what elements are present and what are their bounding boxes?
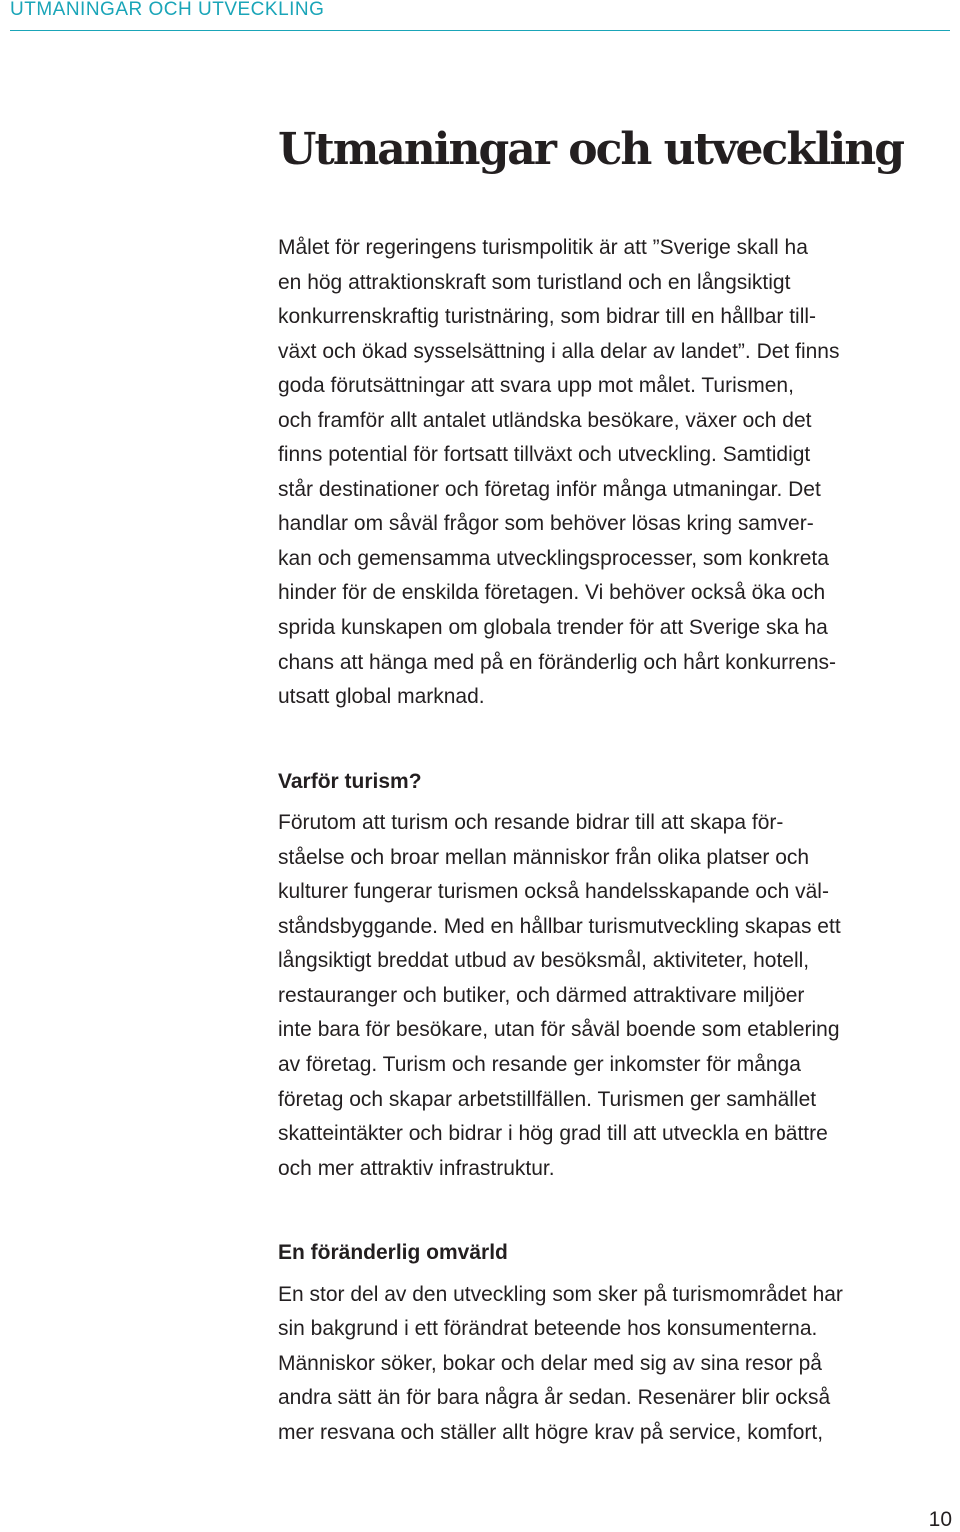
paragraph-line: restauranger och butiker, och därmed attraktivare miljöer [278,983,805,1007]
paragraph-line: inte bara för besökare, utan för såväl boende som etablering [278,1018,840,1042]
intro-line: finns potential för fortsatt tillväxt och utveckling. Samtidigt [278,443,811,467]
paragraph-line: av företag. Turism och resande ger inkomster för många [278,1053,801,1077]
paragraph-line: Förutom att turism och resande bidrar till att skapa för- [278,811,784,835]
intro-paragraph [278,231,956,715]
spacer [278,715,956,765]
intro-line: kan och gemensamma utvecklingsprocesser, som konkreta [278,546,829,570]
intro-line: växt och ökad sysselsättning i alla delar av landet”. Det finns [278,339,840,363]
intro-line: goda förutsättningar att svara upp mot målet. Turismen, [278,374,794,398]
paragraph-line: skatteintäkter och bidrar i hög grad till att utveckla en bättre [278,1122,828,1146]
paragraph-line: ståelse och broar mellan människor från olika platser och [278,845,810,869]
intro-line: Målet för regeringens turismpolitik är att ”Sverige skall ha [278,236,808,259]
page-number: 10 [928,1508,952,1531]
spacer [278,1186,956,1236]
paragraph-line: mer resvana och ställer allt högre krav på service, komfort, [278,1420,824,1444]
paragraph-line: företag och skapar arbetstillfällen. Turismen ger samhället [278,1087,817,1111]
spacer [278,1271,956,1278]
paragraph-line: En stor del av den utveckling som sker på turismområdet har [278,1282,843,1306]
intro-line: sprida kunskapen om globala trender för att Sverige ska ha [278,616,828,640]
paragraph-line: Människor söker, bokar och delar med sig av sina resor på [278,1351,822,1375]
intro-line: och framför allt antalet utländska besökare, växer och det [278,408,812,432]
intro-line: hinder för de enskilda företagen. Vi behöver också öka och [278,581,826,605]
spacer [278,799,956,806]
intro-line: handlar om såväl frågor som behöver lösas kring samver- [278,512,814,536]
section-heading-why-tourism: Varför turism? [278,769,422,793]
intro-line: utsatt global marknad. [278,685,485,709]
section-why-tourism [278,765,956,1187]
section-heading-changing-world: En föränderlig omvärld [278,1241,508,1265]
article-body [278,231,956,1451]
intro-line: chans att hänga med på en föränderlig och hårt konkurrens- [278,650,837,674]
intro-line: en hög attraktionskraft som turistland och en långsiktigt [278,270,791,294]
paragraph-line: kulturer fungerar turismen också handelsskapande och väl- [278,880,829,904]
running-header: UTMANINGAR OCH UTVECKLING [10,0,325,20]
paragraph-line: ståndsbyggande. Med en hållbar turismutveckling skapas ett [278,914,841,938]
paragraph-line: och mer attraktiv infrastruktur. [278,1156,555,1180]
paragraph-line: andra sätt än för bara några år sedan. Resenärer blir också [278,1386,831,1410]
paragraph-line: sin bakgrund i ett förändrat beteende hos konsumenterna. [278,1317,818,1341]
paragraph-line: långsiktigt breddat utbud av besöksmål, aktiviteter, hotell, [278,949,810,973]
header-divider [10,30,950,31]
section-changing-world [278,1236,956,1450]
intro-line: konkurrenskraftig turistnäring, som bidrar till en hållbar till- [278,305,817,329]
page-title: Utmaningar och utveckling [278,124,904,175]
intro-line: står destinationer och företag inför många utmaningar. Det [278,477,821,501]
